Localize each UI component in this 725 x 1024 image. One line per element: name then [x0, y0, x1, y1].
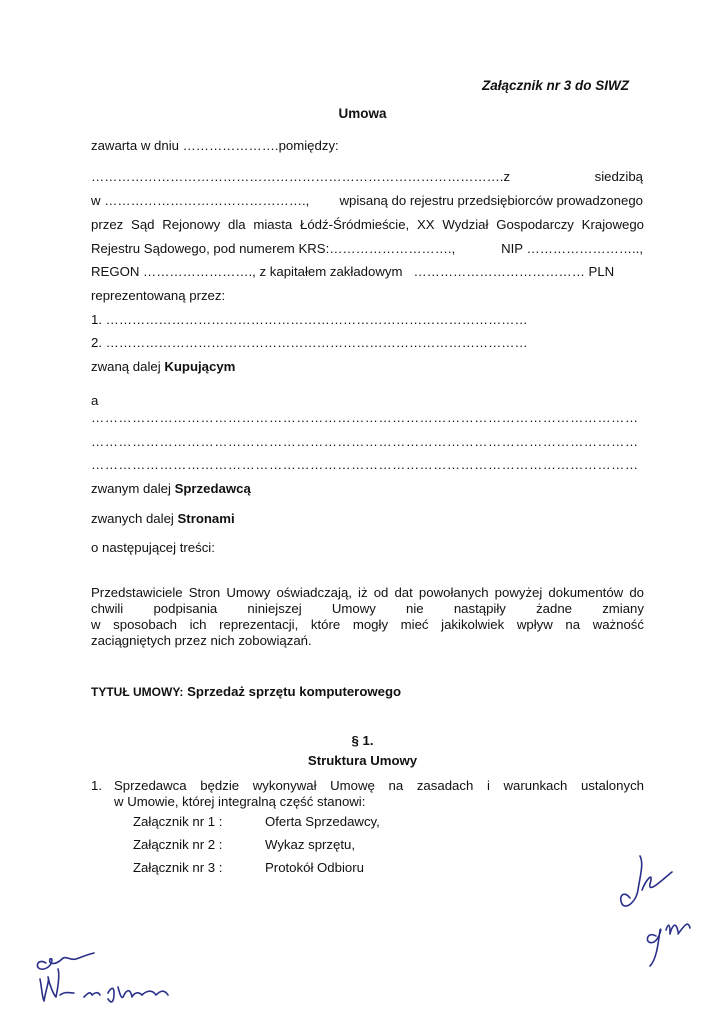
- subject-text: Sprzedaż sprzętu komputerowego: [187, 684, 402, 699]
- buyer-prefix: zwaną dalej: [91, 359, 165, 374]
- party1-seat-line: [91, 193, 643, 208]
- statement-line-4: zaciągniętych przez nich zobowiązań.: [91, 633, 312, 648]
- representative-2: 2. ……………………………………………………………………………………: [91, 335, 528, 350]
- seller-line: [91, 481, 251, 496]
- concluded-line: zawarta w dniu ………………….pomiędzy:: [91, 138, 339, 153]
- item-line-1: Sprzedawca będzie wykonywał Umowę na zasadach i warunkach ustalonych: [114, 778, 644, 793]
- signatures-bottom-left: [28, 935, 228, 1020]
- court-line: przez Sąd Rejonowy dla miasta Łódź-Śródmieście, XX Wydział Gospodarczy Krajowego: [91, 217, 644, 232]
- parties-name: Stronami: [177, 511, 235, 526]
- representative-1: 1. ……………………………………………………………………………………: [91, 312, 528, 327]
- party1-seat-label: siedzibą: [594, 169, 643, 184]
- attachment-3-label: Załącznik nr 3 :: [133, 860, 223, 875]
- parties-prefix: zwanych dalej: [91, 511, 178, 526]
- content-line: o następującej treści:: [91, 540, 215, 555]
- party2-blank-3: …………………………………………………………………………………………………………: [91, 457, 639, 472]
- statement-line-1: Przedstawiciele Stron Umowy oświadczają, iż od dat powołanych powyżej dokumentów do: [91, 585, 644, 600]
- party2-blank-1: …………………………………………………………………………………………………………: [91, 410, 639, 425]
- parties-line: [91, 511, 235, 526]
- item-line-2: w Umowie, której integralną część stanowi:: [114, 794, 366, 809]
- contract-subject: [91, 684, 401, 699]
- section-heading: Struktura Umowy: [307, 753, 418, 768]
- attachment-1-label: Załącznik nr 1 :: [133, 814, 223, 829]
- attachment-2-value: Wykaz sprzętu,: [265, 837, 356, 852]
- capital-field: ………………………………… PLN: [413, 264, 615, 279]
- statement-line-2: chwili podpisania niniejszej Umowy nie nastąpiły żadne zmiany: [91, 601, 644, 616]
- buyer-name: Kupującym: [164, 359, 236, 374]
- item-number: 1.: [91, 778, 102, 793]
- section-number: § 1.: [351, 733, 374, 748]
- initials-signature-right: [610, 850, 700, 970]
- party1-register-text: wpisaną do rejestru przedsiębiorców prowadzonego: [339, 193, 643, 208]
- attachment-label: Załącznik nr 3 do SIWZ: [482, 78, 630, 93]
- krs-field: Rejestru Sądowego, pod numerem KRS:……………………….,: [91, 241, 456, 256]
- document-title: Umowa: [338, 106, 387, 121]
- attachment-2-label: Załącznik nr 2 :: [133, 837, 223, 852]
- and-word: a: [91, 393, 99, 408]
- attachment-1-value: Oferta Sprzedawcy,: [265, 814, 380, 829]
- statement-line-3: w sposobach ich reprezentacji, które mogły mieć jakikolwiek wpływ na ważność: [91, 617, 644, 632]
- subject-label: TYTUŁ UMOWY:: [91, 685, 184, 699]
- seller-name: Sprzedawcą: [174, 481, 251, 496]
- regon-line: [91, 264, 614, 279]
- party2-blank-2: …………………………………………………………………………………………………………: [91, 434, 639, 449]
- regon-field: REGON ……………………., z kapitałem zakładowym: [91, 264, 403, 279]
- buyer-line: [91, 359, 235, 374]
- seller-prefix: zwanym dalej: [91, 481, 175, 496]
- attachment-3-value: Protokół Odbioru: [265, 860, 364, 875]
- party1-name-line: [91, 169, 643, 184]
- krs-nip-line: [91, 241, 643, 256]
- nip-field: NIP ……………………..,: [501, 241, 643, 256]
- party1-name-blank: ………………………………………………………………………………….z: [91, 169, 511, 184]
- represented-by: reprezentowaną przez:: [91, 288, 226, 303]
- party1-seat-blank: w ……………………………………….,: [91, 193, 310, 208]
